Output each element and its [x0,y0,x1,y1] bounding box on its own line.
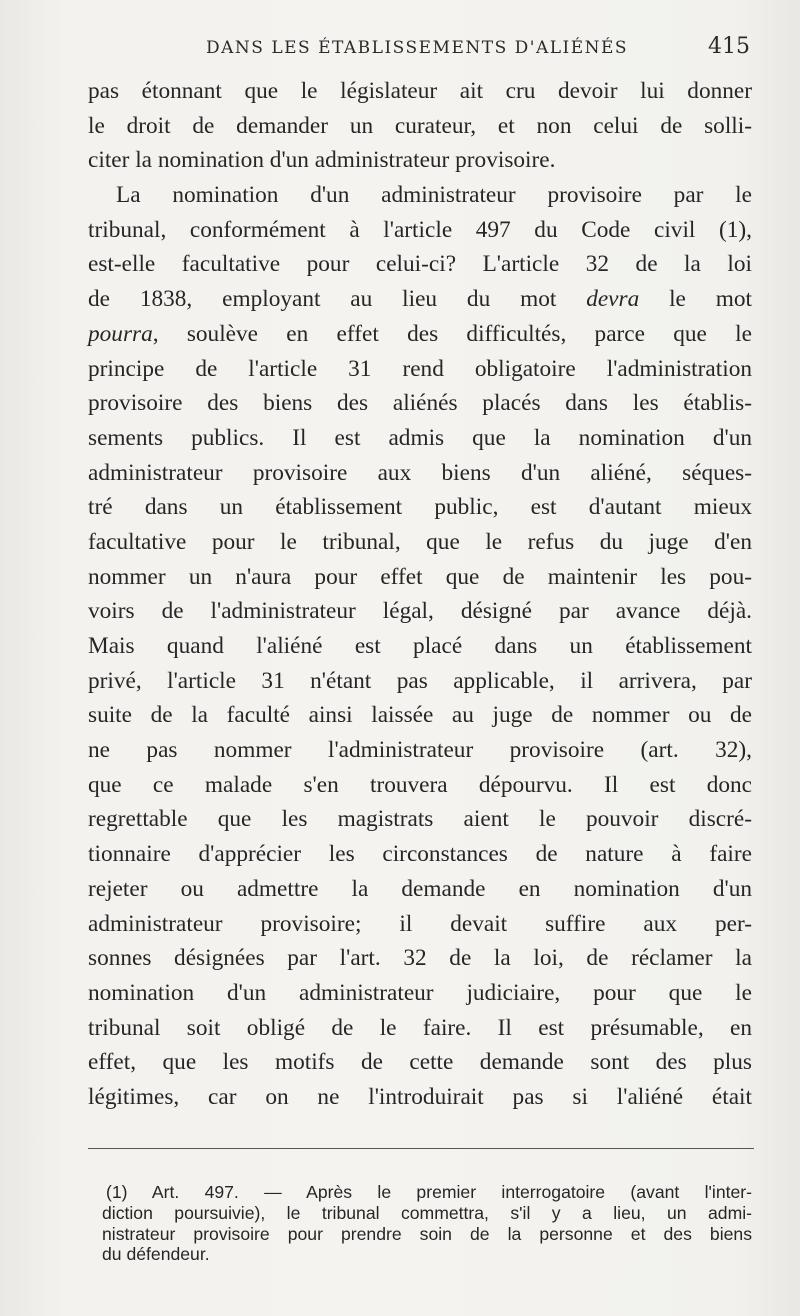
footnote-line: diction poursuivie), le tribunal commettra, s'il y a lieu, un admi- [102,1202,752,1223]
text-line: est-elle facultative pour celui-ci? L'article 32 de la loi [88,251,752,278]
text-line: légitimes, car on ne l'introduirait pas si l'aliéné était [88,1083,752,1110]
text-line: administrateur provisoire; il devait suffire aux per- [88,910,752,937]
text-line: provisoire des biens des aliénés placés dans les établis- [88,390,752,417]
text-line: sonnes désignées par l'art. 32 de la loi, de réclamer la [88,945,752,972]
page-header [88,34,750,70]
footnote-line: nistrateur provisoire pour prendre soin de la personne et des biens [102,1223,752,1244]
text-line: tionnaire d'apprécier les circonstances de nature à faire [88,841,752,868]
text-line: de 1838, employant au lieu du mot devra le mot [88,286,752,313]
text-line: Mais quand l'aliéné est placé dans un établissement [88,633,752,659]
emphasis-pourra: pourra [88,320,153,347]
footnote-line: (1) Art. 497. — Après le premier interrogatoire (avant l'inter- [106,1182,752,1202]
footnote [102,1182,752,1265]
footnote-line: du défendeur. [102,1244,210,1265]
text-line: privé, l'article 31 n'étant pas applicable, il arrivera, par [88,667,752,694]
text-line: rejeter ou admettre la demande en nomination d'un [88,875,752,902]
main-text [88,74,752,1115]
text-line: nommer un n'aura pour effet que de maintenir les pou- [88,563,752,590]
text-line: voirs de l'administrateur légal, désigné par avance déjà. [88,598,752,625]
text-line: que ce malade s'en trouvera dépourvu. Il est donc [88,771,752,798]
text-line: pourra, soulève en effet des difficultés, parce que le [88,320,752,347]
text-line: effet, que les motifs de cette demande sont des plus [88,1049,752,1076]
text-line: tré dans un établissement public, est d'autant mieux [88,494,752,521]
text-line: tribunal, conformément à l'article 497 du Code civil (1), [88,216,752,243]
text-line: tribunal soit obligé de le faire. Il est présumable, en [88,1014,752,1041]
text-line: pas étonnant que le législateur ait cru devoir lui donner [88,78,752,104]
text-line: La nomination d'un administrateur provisoire par le [116,182,752,209]
text-line: regrettable que les magistrats aient le pouvoir discré- [88,806,752,833]
text-line: suite de la faculté ainsi laissée au juge de nommer ou de [88,702,752,729]
text-line: sements publics. Il est admis que la nomination d'un [88,424,752,451]
text-line: ne pas nommer l'administrateur provisoire (art. 32), [88,737,752,764]
running-title: DANS LES ÉTABLISSEMENTS D'ALIÉNÉS [206,38,629,58]
text-line: le droit de demander un curateur, et non celui de solli- [88,112,752,139]
text-line: nomination d'un administrateur judiciaire, pour que le [88,979,752,1006]
text-line: citer la nomination d'un administrateur provisoire. [88,147,556,174]
text-line: principe de l'article 31 rend obligatoire l'administration [88,355,752,382]
page-number: 415 [708,34,750,59]
text-line: administrateur provisoire aux biens d'un aliéné, séques- [88,459,752,486]
text-line: facultative pour le tribunal, que le refus du juge d'en [88,528,752,555]
emphasis-devra: devra [586,286,640,313]
footnote-separator [88,1148,754,1149]
